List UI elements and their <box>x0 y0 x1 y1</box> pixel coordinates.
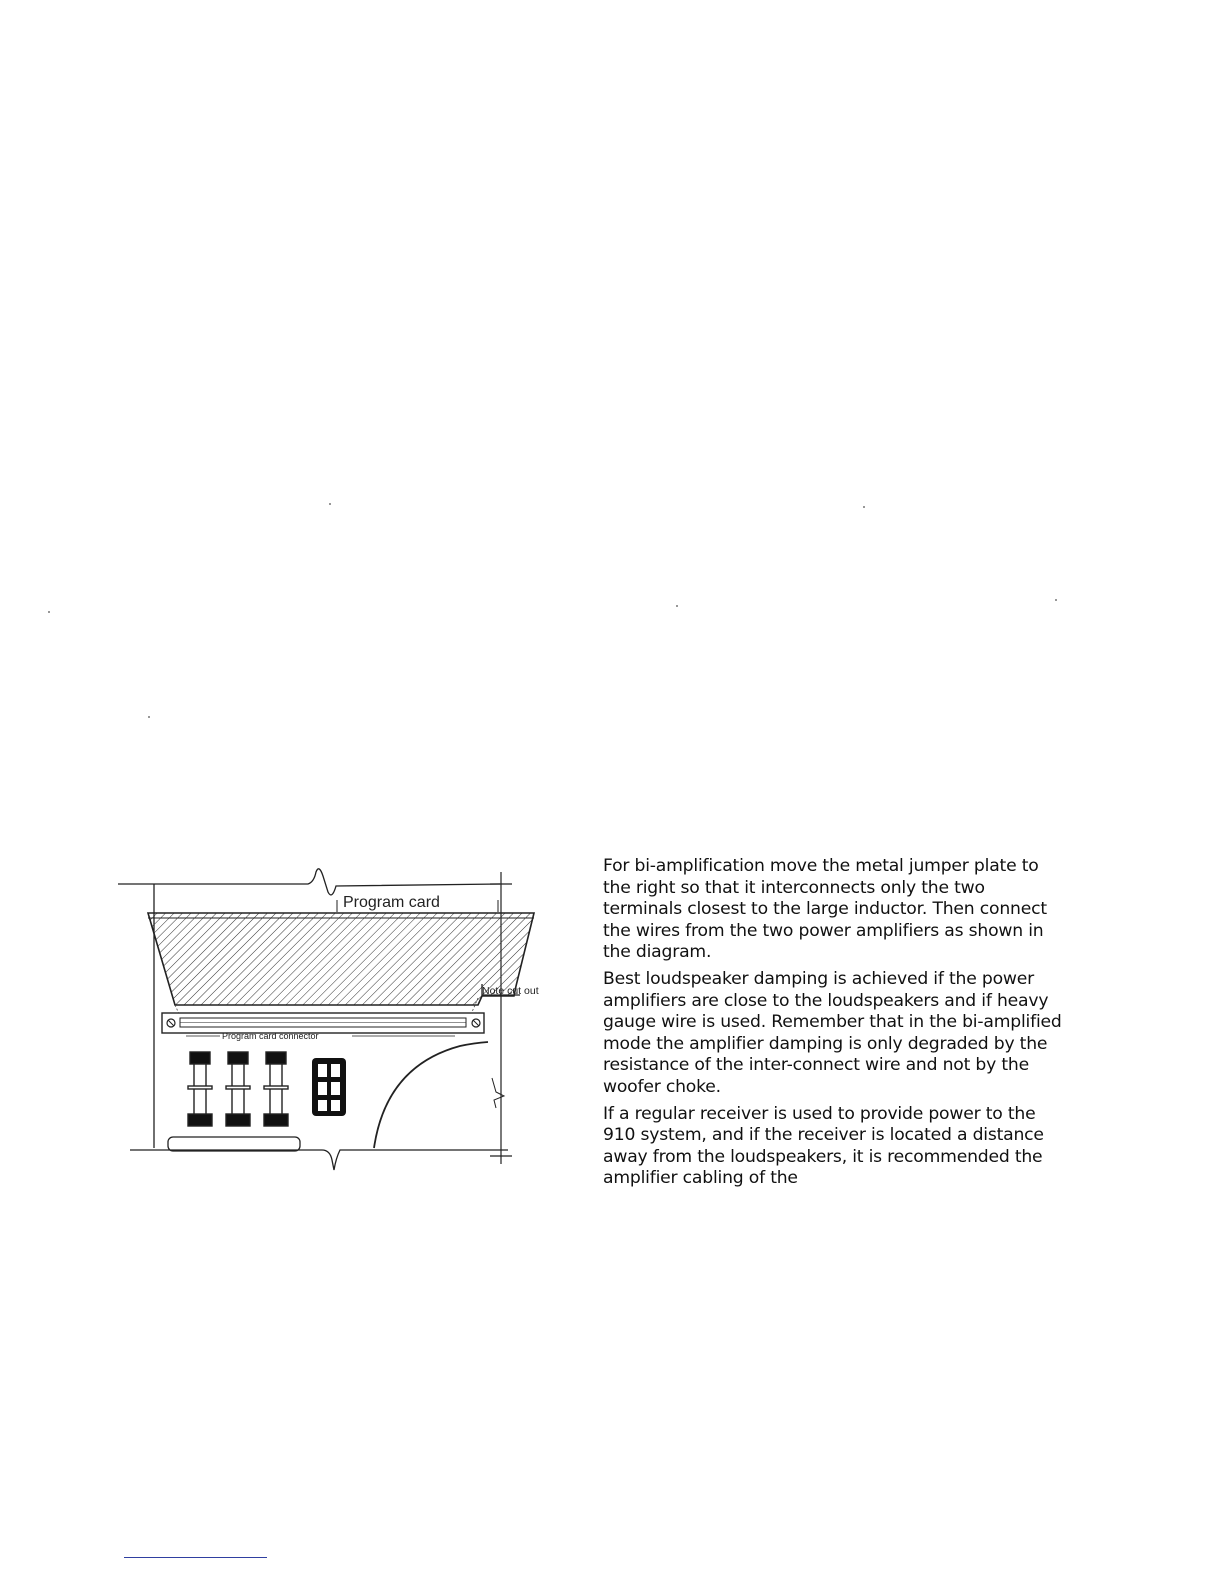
scan-speck <box>1055 599 1057 601</box>
paragraph-receiver: If a regular receiver is used to provide power to the 910 system, and if the receiver is located a distance away from the loudspeakers, it is recommended the amplifier cabling of the <box>603 1103 1044 1189</box>
scan-speck <box>329 503 331 505</box>
board-strip <box>168 1137 300 1151</box>
inductor-outline <box>374 1042 488 1148</box>
bottom-boundary-line <box>130 1150 508 1170</box>
scan-speck <box>148 716 150 718</box>
paragraph-damping: Best loudspeaker damping is achieved if the power amplifiers are close to the loudspeakers and if heavy gauge wire is used. Remember that in the bi-amplified mode the amplifier damping is only degraded by the resistance of the inter-connect wire and not by the woofer choke. <box>603 968 1062 1097</box>
fuse-2 <box>226 1052 250 1126</box>
scan-speck <box>48 611 50 613</box>
top-boundary-line <box>118 869 500 895</box>
paragraph-bi-amplification: For bi-amplification move the metal jumper plate to the right so that it interconnects only the two terminals closest to the large inductor. Then connect the wires from the two power amplifiers as shown in the diagram. <box>603 856 1047 963</box>
program-card-body <box>148 913 534 1005</box>
connector-label: Program card connector <box>222 1031 319 1041</box>
program-card-diagram <box>110 858 560 1176</box>
fuse-1 <box>188 1052 212 1126</box>
scan-speck <box>863 506 865 508</box>
terminal-block <box>312 1058 346 1116</box>
footnote-rule <box>124 1557 267 1558</box>
instruction-text <box>603 856 1063 1189</box>
fuse-3 <box>264 1052 288 1126</box>
scan-speck <box>676 605 678 607</box>
note-cut-out-label: Note cut out <box>482 985 539 997</box>
program-card-label: Program card <box>343 894 440 911</box>
